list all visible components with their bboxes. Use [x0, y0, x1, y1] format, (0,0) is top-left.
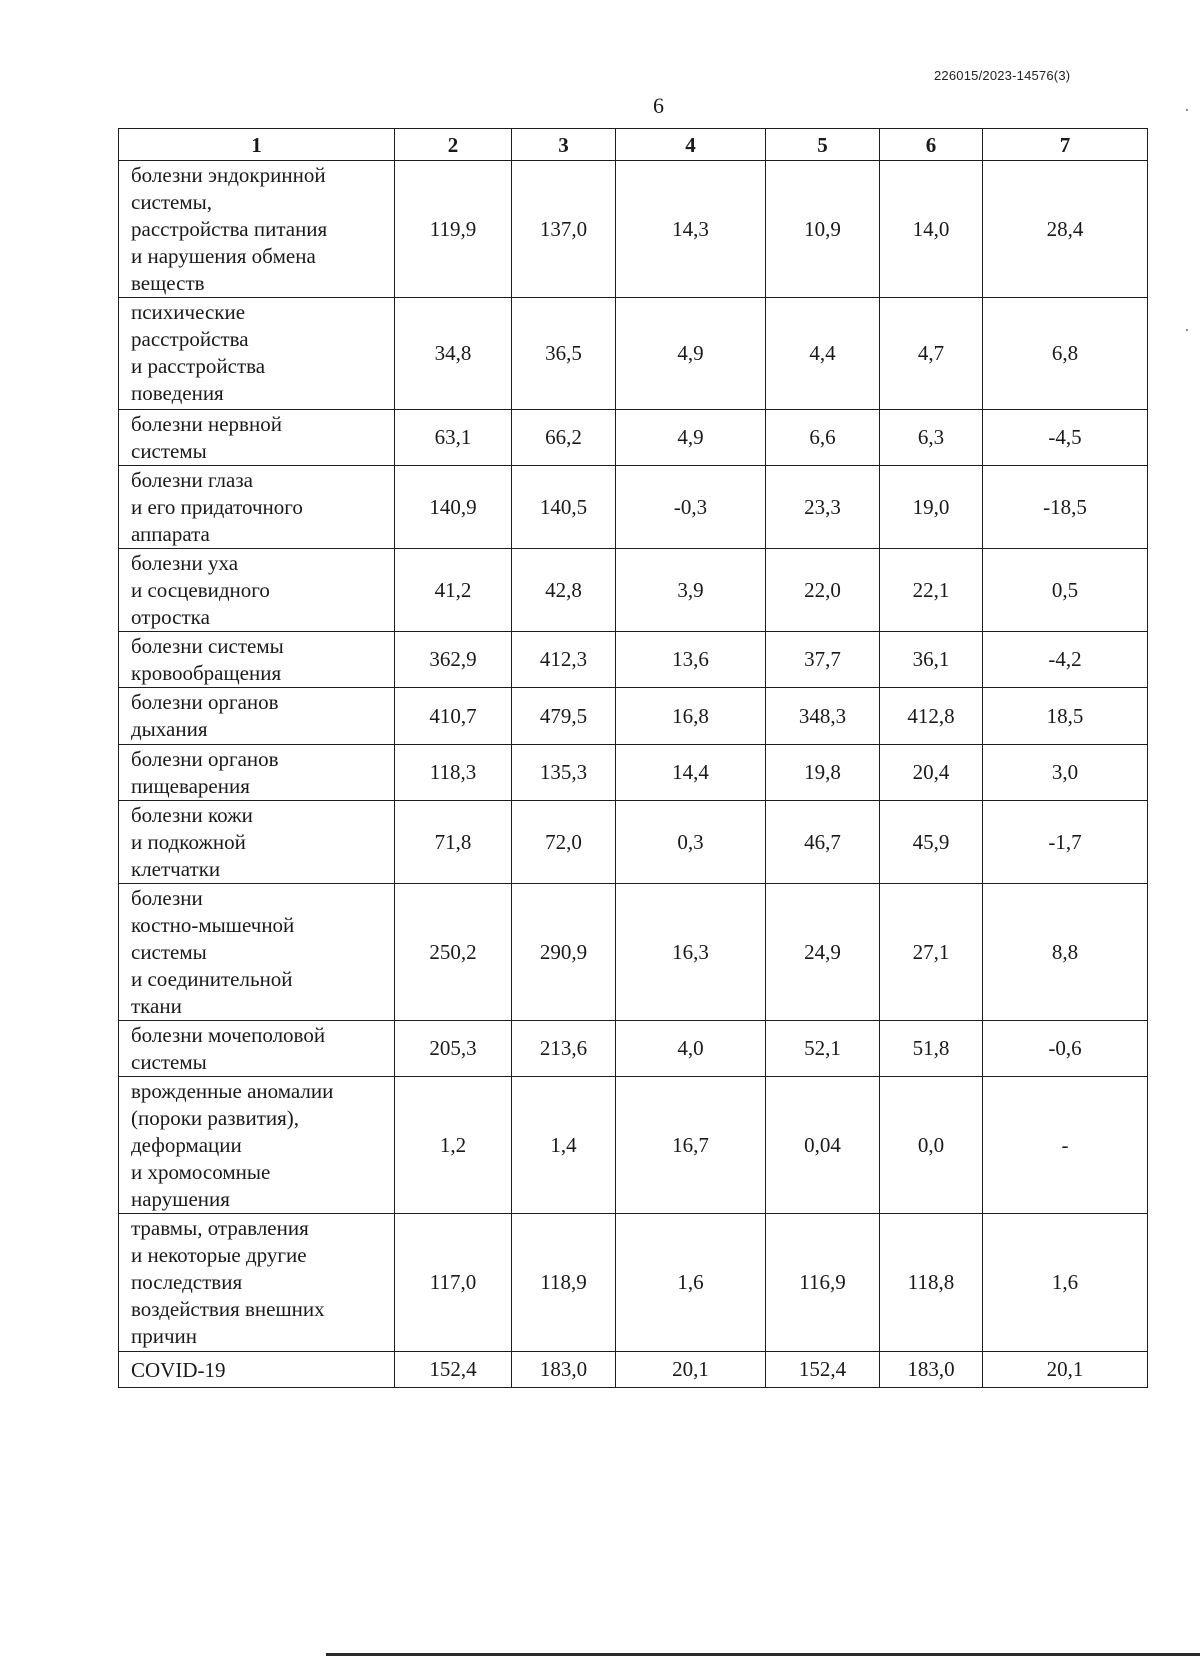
- table-row: [119, 688, 1148, 745]
- disease-class-cell: [119, 1214, 395, 1352]
- disease-class-cell: [119, 1021, 395, 1077]
- table-row: [119, 549, 1148, 632]
- disease-class-line: и соединительной: [131, 967, 293, 991]
- disease-class-line: пищеварения: [131, 774, 250, 798]
- value-cell-col-2: 1,2: [395, 1077, 512, 1214]
- value-cell-col-4: 14,4: [616, 745, 766, 801]
- value-cell-col-5: 348,3: [766, 688, 880, 745]
- disease-class-cell: [119, 298, 395, 410]
- disease-class-line: нарушения: [131, 1187, 230, 1211]
- disease-class-line: и его придаточного: [131, 495, 303, 519]
- value-cell-col-6: 183,0: [880, 1352, 983, 1388]
- disease-class-line: болезни органов: [131, 690, 279, 714]
- disease-class-line: COVID-19: [131, 1357, 226, 1382]
- value-cell-col-3: 42,8: [512, 549, 616, 632]
- value-cell-col-5: 4,4: [766, 298, 880, 410]
- value-cell-col-7: 1,6: [983, 1214, 1148, 1352]
- disease-class-line: отростка: [131, 605, 210, 629]
- disease-class-line: системы,: [131, 190, 213, 214]
- value-cell-col-6: 412,8: [880, 688, 983, 745]
- disease-class-line: болезни кожи: [131, 803, 253, 827]
- value-cell-col-2: 119,9: [395, 161, 512, 298]
- column-header-3: 3: [512, 129, 616, 161]
- value-cell-col-2: 63,1: [395, 410, 512, 466]
- value-cell-col-4: 16,8: [616, 688, 766, 745]
- value-cell-col-2: 205,3: [395, 1021, 512, 1077]
- value-cell-col-6: 45,9: [880, 801, 983, 884]
- disease-class-line: системы: [131, 1050, 207, 1074]
- disease-class-line: системы: [131, 940, 207, 964]
- value-cell-col-6: 27,1: [880, 884, 983, 1021]
- disease-class-cell: [119, 688, 395, 745]
- table-row: [119, 1021, 1148, 1077]
- table-header-row: [119, 129, 1148, 161]
- disease-class-line: и подкожной: [131, 830, 246, 854]
- scan-mark: [1186, 109, 1188, 111]
- table-row: [119, 1352, 1148, 1388]
- value-cell-col-4: 4,9: [616, 410, 766, 466]
- disease-class-line: врожденные аномалии: [131, 1079, 334, 1103]
- value-cell-col-6: 118,8: [880, 1214, 983, 1352]
- value-cell-col-7: -4,2: [983, 632, 1148, 688]
- value-cell-col-4: 16,7: [616, 1077, 766, 1214]
- page-number: 6: [653, 93, 664, 118]
- value-cell-col-3: 140,5: [512, 466, 616, 549]
- disease-class-cell: [119, 745, 395, 801]
- value-cell-col-4: -0,3: [616, 466, 766, 549]
- disease-class-line: причин: [131, 1324, 198, 1348]
- value-cell-col-5: 10,9: [766, 161, 880, 298]
- disease-class-line: расстройства питания: [131, 217, 328, 241]
- value-cell-col-2: 34,8: [395, 298, 512, 410]
- value-cell-col-3: 412,3: [512, 632, 616, 688]
- value-cell-col-6: 51,8: [880, 1021, 983, 1077]
- disease-class-cell: [119, 801, 395, 884]
- value-cell-col-7: -1,7: [983, 801, 1148, 884]
- disease-class-line: расстройства: [131, 327, 249, 351]
- value-cell-col-3: 213,6: [512, 1021, 616, 1077]
- disease-class-line: травмы, отравления: [131, 1216, 309, 1240]
- value-cell-col-5: 37,7: [766, 632, 880, 688]
- value-cell-col-5: 0,04: [766, 1077, 880, 1214]
- value-cell-col-4: 4,9: [616, 298, 766, 410]
- column-header-5: 5: [766, 129, 880, 161]
- value-cell-col-5: 22,0: [766, 549, 880, 632]
- disease-class-line: клетчатки: [131, 857, 221, 881]
- disease-class-cell: [119, 410, 395, 466]
- value-cell-col-5: 52,1: [766, 1021, 880, 1077]
- value-cell-col-3: 135,3: [512, 745, 616, 801]
- disease-class-cell: [119, 1077, 395, 1214]
- value-cell-col-3: 137,0: [512, 161, 616, 298]
- value-cell-col-7: 8,8: [983, 884, 1148, 1021]
- disease-class-cell: [119, 161, 395, 298]
- value-cell-col-3: 183,0: [512, 1352, 616, 1388]
- column-header-6: 6: [880, 129, 983, 161]
- document-id: 226015/2023-14576(3): [934, 68, 1071, 83]
- disease-class-line: веществ: [131, 271, 205, 295]
- disease-class-line: и сосцевидного: [131, 578, 270, 602]
- disease-class-line: и некоторые другие: [131, 1243, 307, 1267]
- table-row: [119, 410, 1148, 466]
- value-cell-col-4: 20,1: [616, 1352, 766, 1388]
- value-cell-col-2: 118,3: [395, 745, 512, 801]
- disease-class-cell: [119, 1352, 395, 1388]
- scan-mark: [1186, 329, 1188, 331]
- disease-class-line: и расстройства: [131, 354, 266, 378]
- value-cell-col-3: 36,5: [512, 298, 616, 410]
- value-cell-col-5: 24,9: [766, 884, 880, 1021]
- disease-class-line: поведения: [131, 381, 224, 405]
- value-cell-col-5: 6,6: [766, 410, 880, 466]
- value-cell-col-3: 66,2: [512, 410, 616, 466]
- table-row: [119, 745, 1148, 801]
- table-row: [119, 1214, 1148, 1352]
- table-row: [119, 161, 1148, 298]
- column-header-4: 4: [616, 129, 766, 161]
- disease-class-line: (пороки развития),: [131, 1106, 300, 1130]
- value-cell-col-4: 0,3: [616, 801, 766, 884]
- value-cell-col-3: 72,0: [512, 801, 616, 884]
- value-cell-col-4: 3,9: [616, 549, 766, 632]
- value-cell-col-4: 4,0: [616, 1021, 766, 1077]
- value-cell-col-7: -: [983, 1077, 1148, 1214]
- value-cell-col-2: 250,2: [395, 884, 512, 1021]
- value-cell-col-7: -0,6: [983, 1021, 1148, 1077]
- morbidity-table: [118, 128, 1148, 1388]
- value-cell-col-2: 71,8: [395, 801, 512, 884]
- value-cell-col-5: 116,9: [766, 1214, 880, 1352]
- disease-class-line: кровообращения: [131, 661, 282, 685]
- disease-class-line: воздействия внешних: [131, 1297, 325, 1321]
- disease-class-line: и хромосомные: [131, 1160, 271, 1184]
- disease-class-line: психические: [131, 300, 246, 324]
- value-cell-col-5: 23,3: [766, 466, 880, 549]
- value-cell-col-4: 13,6: [616, 632, 766, 688]
- value-cell-col-6: 6,3: [880, 410, 983, 466]
- disease-class-cell: [119, 549, 395, 632]
- value-cell-col-2: 410,7: [395, 688, 512, 745]
- disease-class-cell: [119, 884, 395, 1021]
- column-header-2: 2: [395, 129, 512, 161]
- value-cell-col-4: 1,6: [616, 1214, 766, 1352]
- disease-class-line: дыхания: [131, 717, 208, 741]
- table-row: [119, 884, 1148, 1021]
- value-cell-col-7: 28,4: [983, 161, 1148, 298]
- disease-class-line: болезни уха: [131, 551, 239, 575]
- value-cell-col-3: 118,9: [512, 1214, 616, 1352]
- table-row: [119, 801, 1148, 884]
- table-row: [119, 466, 1148, 549]
- column-header-1: 1: [119, 129, 395, 161]
- value-cell-col-7: -18,5: [983, 466, 1148, 549]
- disease-class-line: костно-мышечной: [131, 913, 295, 937]
- bottom-rule: [326, 1653, 1200, 1656]
- disease-class-line: болезни нервной: [131, 412, 282, 436]
- value-cell-col-6: 14,0: [880, 161, 983, 298]
- disease-class-line: болезни мочеполовой: [131, 1023, 326, 1047]
- value-cell-col-4: 16,3: [616, 884, 766, 1021]
- value-cell-col-2: 362,9: [395, 632, 512, 688]
- disease-class-line: болезни глаза: [131, 468, 253, 492]
- table-body: [119, 129, 1148, 1388]
- column-header-7: 7: [983, 129, 1148, 161]
- disease-class-line: болезни системы: [131, 634, 284, 658]
- disease-class-line: болезни органов: [131, 747, 279, 771]
- value-cell-col-6: 20,4: [880, 745, 983, 801]
- value-cell-col-6: 22,1: [880, 549, 983, 632]
- value-cell-col-6: 4,7: [880, 298, 983, 410]
- value-cell-col-5: 19,8: [766, 745, 880, 801]
- value-cell-col-3: 479,5: [512, 688, 616, 745]
- value-cell-col-2: 41,2: [395, 549, 512, 632]
- table-row: [119, 1077, 1148, 1214]
- value-cell-col-2: 140,9: [395, 466, 512, 549]
- disease-class-line: деформации: [131, 1133, 242, 1157]
- value-cell-col-5: 46,7: [766, 801, 880, 884]
- disease-class-line: ткани: [131, 994, 182, 1018]
- value-cell-col-5: 152,4: [766, 1352, 880, 1388]
- value-cell-col-3: 290,9: [512, 884, 616, 1021]
- value-cell-col-7: 0,5: [983, 549, 1148, 632]
- value-cell-col-6: 36,1: [880, 632, 983, 688]
- disease-class-line: системы: [131, 439, 207, 463]
- value-cell-col-6: 0,0: [880, 1077, 983, 1214]
- value-cell-col-3: 1,4: [512, 1077, 616, 1214]
- value-cell-col-7: 3,0: [983, 745, 1148, 801]
- value-cell-col-7: 6,8: [983, 298, 1148, 410]
- value-cell-col-2: 152,4: [395, 1352, 512, 1388]
- value-cell-col-4: 14,3: [616, 161, 766, 298]
- disease-class-line: и нарушения обмена: [131, 244, 316, 268]
- disease-class-cell: [119, 632, 395, 688]
- value-cell-col-7: -4,5: [983, 410, 1148, 466]
- disease-class-cell: [119, 466, 395, 549]
- disease-class-line: последствия: [131, 1270, 243, 1294]
- table-row: [119, 632, 1148, 688]
- value-cell-col-7: 20,1: [983, 1352, 1148, 1388]
- table-row: [119, 298, 1148, 410]
- value-cell-col-7: 18,5: [983, 688, 1148, 745]
- disease-class-line: аппарата: [131, 522, 210, 546]
- value-cell-col-2: 117,0: [395, 1214, 512, 1352]
- disease-class-line: болезни: [131, 886, 203, 910]
- disease-class-line: болезни эндокринной: [131, 163, 326, 187]
- value-cell-col-6: 19,0: [880, 466, 983, 549]
